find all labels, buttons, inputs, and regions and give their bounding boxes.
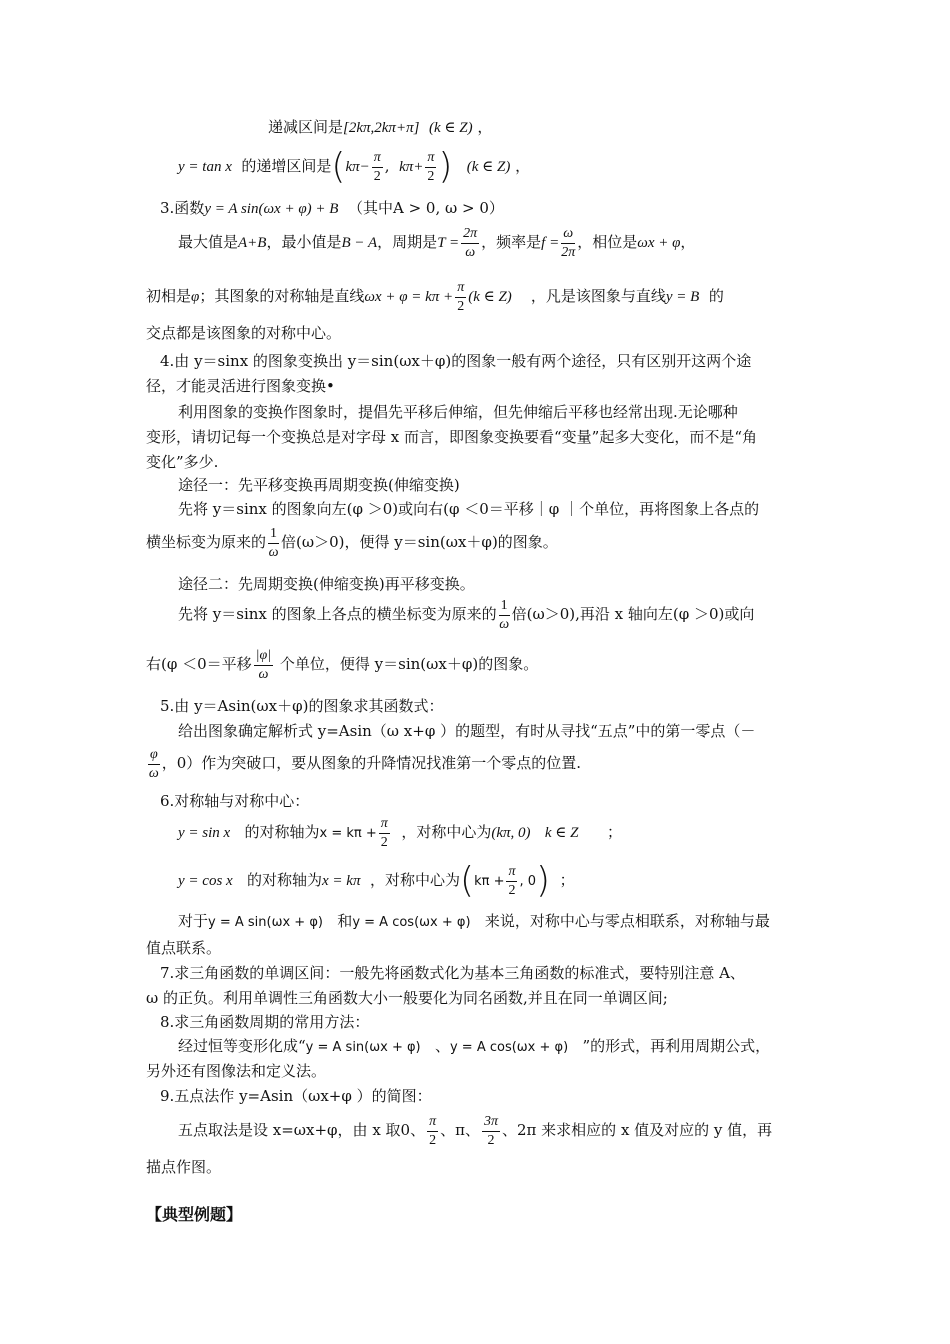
math-condition: (k ∈ Z) — [428, 120, 473, 136]
line-text: 利用图象的变换作图象时，提倡先平移后伸缩，但先伸缩后平移也经常出现.无论哪种 — [178, 403, 738, 421]
text: ， — [515, 157, 531, 175]
text: 的递增区间是 — [241, 157, 332, 175]
line-first-zero: $\frac{\varphi}{\omega}$ ，0）作为突破口，要从图象的升降情况找准第一个零点的位置. — [148, 746, 582, 781]
fraction-pi-2: $\frac{\pi}{2}$ — [427, 149, 435, 184]
fraction-period: $\frac{2\pi}{\omega}$ — [463, 225, 478, 260]
line-route-two: 先将 y＝sinx 的图象上各点的横坐标变为原来的 $\frac{1}{\omega}$ 倍(ω＞0),再沿 x 轴向左(φ ＞0)或向 — [178, 597, 755, 632]
math-function: y = A sin(ωx + φ) + B — [204, 201, 339, 217]
fraction-phi-omega: $\frac{\varphi}{\omega}$ — [148, 746, 159, 781]
fraction-phi-omega: $\frac{|\varphi|}{\omega}$ — [255, 647, 272, 682]
math-condition: (k ∈ Z) — [466, 159, 511, 175]
fraction-pi-2: $\frac{\pi}{2}$ — [457, 279, 465, 314]
line-text: 另外还有图像法和定义法。 — [146, 1062, 327, 1080]
line-decreasing-interval — [268, 116, 492, 139]
fraction-1-omega: $\frac{1}{\omega}$ — [499, 597, 510, 632]
line-text: 7.求三角函数的单调区间：一般先将函数式化为基本三角函数的标准式，要特别注意 A、 — [160, 964, 745, 982]
math-interval: [2kπ,2kπ+π] — [343, 120, 420, 136]
text: 3.函数 — [160, 199, 205, 217]
line-five-points: 五点取法是设 x=ωx+φ，由 x 取0、 $\frac{\pi}{2}$ 、π、 $\frac{3\pi}{2}$ 、2π 来求相应的 x 值及对应的 y 值，再 — [178, 1113, 773, 1148]
fraction-pi-2: $\frac{\pi}{2}$ — [508, 863, 516, 898]
line-route-two-result: 右(φ ＜0＝平移 $\frac{|\varphi|}{\omega}$ 个单位，便得 y＝sin(ωx＋φ)的图象。 — [146, 647, 539, 682]
line-period-methods: 经过恒等变形化成“y = A sin(ωx + φ) 、y = A cos(ωx + φ) ”的形式，再利用周期公式， — [178, 1037, 771, 1055]
section-heading: 【典型例题】 — [146, 1205, 243, 1224]
math: kπ− — [345, 159, 370, 175]
line-text: 值点联系。 — [146, 939, 222, 957]
line-text: 8.求三角函数周期的常用方法： — [160, 1013, 370, 1031]
line-tan-increasing: y = tan x 的递增区间是(kπ− $\frac{\pi}{2}$ , kπ+ $\frac{\pi}{2}$ ) (k ∈ Z) ， — [178, 146, 531, 187]
line-initial-phase: 初相是φ；其图象的对称轴是直线ωx + φ = kπ + $\frac{\pi}{2}$ (k ∈ Z) ，凡是该图象与直线y = B 的 — [146, 279, 724, 314]
line-text: 6.对称轴与对称中心： — [160, 792, 310, 810]
math: kπ+ — [399, 159, 424, 175]
fraction-pi-2: $\frac{\pi}{2}$ — [429, 1113, 437, 1148]
text: ， — [477, 118, 493, 136]
line-text: 交点都是该图象的对称中心。 — [146, 324, 342, 342]
line-route-one-result: 横坐标变为原来的 $\frac{1}{\omega}$ 倍(ω＞0)，便得 y＝sin(ωx＋φ)的图象。 — [146, 525, 558, 560]
text: 递减区间是 — [268, 118, 344, 136]
math-tan: y = tan x — [178, 159, 232, 175]
line-text: 描点作图。 — [146, 1158, 222, 1176]
line-cos-symmetry: y = cos x 的对称轴为x = kπ ，对称中心为(kπ + $\frac{\pi}{2}$ , 0) ； — [178, 860, 575, 901]
line-text: 变形，请切记每一个变换总是对字母 x 而言，即图象变换要看“变量”起多大变化，而不是“角 — [146, 428, 758, 446]
line-item-3 — [160, 197, 504, 220]
fraction-pi-2: $\frac{\pi}{2}$ — [380, 815, 388, 850]
fraction-1-omega: $\frac{1}{\omega}$ — [268, 525, 279, 560]
fraction-pi-2: $\frac{\pi}{2}$ — [373, 149, 381, 184]
line-text: 先将 y＝sinx 的图象向左(φ ＞0)或向右(φ ＜0＝平移｜φ ｜个单位，再将图象上各点的 — [178, 500, 760, 518]
line-text: 途径二：先周期变换(伸缩变换)再平移变换。 — [178, 575, 475, 593]
line-max-min-period: 最大值是A+B，最小值是B − A，周期是T = $\frac{2\pi}{\omega}$ ，频率是f = $\frac{\omega}{2\pi}$ ，相位是ωx + φ， — [178, 225, 696, 260]
line-text: 5.由 y＝Asin(ωx＋φ)的图象求其函数式： — [160, 697, 444, 715]
line-text: 9.五点法作 y=Asin（ωx+φ ）的简图： — [160, 1087, 432, 1105]
line-text: ω 的正负。利用单调性三角函数大小一般要化为同名函数,并且在同一单调区间; — [146, 989, 668, 1007]
line-text: 变化”多少. — [146, 453, 219, 471]
line-text: 径，才能灵活进行图象变换• — [146, 377, 335, 395]
fraction-frequency: $\frac{\omega}{2\pi}$ — [561, 225, 576, 260]
line-text: 途径一：先平移变换再周期变换(伸缩变换) — [178, 476, 460, 494]
line-text: 给出图象确定解析式 y=Asin（ω x+φ ）的题型，有时从寻找“五点”中的第一零点（－ — [178, 722, 756, 740]
line-text: 4.由 y＝sinx 的图象变换出 y＝sin(ωx＋φ)的图象一般有两个途径，只有区别开这两个途 — [160, 352, 752, 370]
fraction-3pi-2: $\frac{3\pi}{2}$ — [483, 1113, 498, 1148]
math-condition: （其中A > 0, ω > 0） — [347, 199, 504, 217]
line-center-zero: 对于y = A sin(ωx + φ) 和y = A cos(ωx + φ) 来说，对称中心与零点相联系，对称轴与最 — [178, 912, 770, 930]
line-sin-symmetry: y = sin x 的对称轴为x = kπ + $\frac{\pi}{2}$ ，对称中心为(kπ, 0) k ∈ Z ； — [178, 815, 623, 850]
